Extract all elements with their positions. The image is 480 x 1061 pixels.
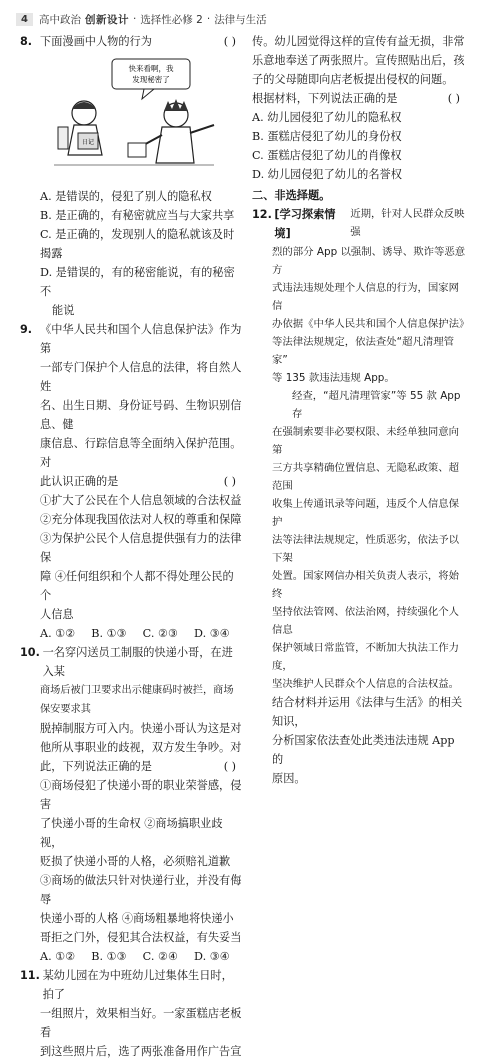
header-subject: 高中政治 [38, 13, 81, 26]
material-line: 近期，针对人民群众反映强 [350, 208, 465, 238]
stem-line: 到这些照片后，选了两张准备用作广告宣 [40, 1045, 242, 1058]
material-line: 保护领域日常监管，不断加大执法工作力度， [272, 642, 460, 672]
option-a: A. 是错误的，侵犯了别人的隐私权 [40, 190, 212, 203]
item: 了快递小哥的生命权 ②商场搞职业歧视， [40, 817, 223, 849]
option-c: C. 是正确的，发现别人的隐私就该及时揭露 [40, 228, 235, 260]
material-line: 坚决维护人民群众个人信息的合法权益。 [272, 678, 460, 690]
item: 人信息 [40, 608, 74, 621]
choice-c: C. ②④ [142, 950, 179, 963]
question-line: 结合材料并运用《法律与生活》的相关知识， [272, 696, 463, 728]
choices [20, 947, 242, 966]
answer-paren: ( ) [223, 760, 236, 773]
choice-d: D. ③④ [194, 950, 230, 963]
section-title: 二、非选择题。 [252, 189, 331, 202]
question-number: 11. [20, 969, 40, 982]
option-c: C. 蛋糕店侵犯了幼儿的肖像权 [252, 149, 402, 162]
material-line: 式违法违规处理个人信息的行为，国家网信 [272, 282, 460, 312]
stem-line: 一名穿闪送员工制服的快递小哥，在进入某 [42, 646, 233, 678]
material-line: 等 135 款违法违规 App。 [272, 372, 395, 384]
scenario-tag: [学习探索情境] [274, 208, 336, 240]
question-number: 10. [20, 646, 40, 659]
item: 贬损了快递小哥的人格，必须赔礼道歉 [40, 855, 231, 868]
stem-line: 此认识正确的是 [40, 475, 119, 488]
material-line: 等法律法规规定，依法查处“超凡清理管家” [272, 336, 455, 366]
stem-line: 脱掉制服方可入内。快递小哥认为这是对 [40, 722, 242, 735]
answer-paren: ( ) [223, 475, 236, 488]
header-book: 选择性必修 2 [140, 13, 203, 26]
stem-line: 他所从事职业的歧视，双方发生争吵。对 [40, 741, 242, 754]
header-topic: 法律与生活 [214, 13, 267, 26]
stem-line: 子的父母随即向店老板提出侵权的问题。 [252, 73, 454, 86]
option-d: D. 幼儿园侵犯了幼儿的名誉权 [252, 168, 402, 181]
stem-line: 一组照片，效果相当好。一家蛋糕店老板看 [40, 1007, 242, 1039]
item: 哥拒之门外，侵犯其合法权益，有失妥当 [40, 931, 242, 944]
question-10 [20, 643, 242, 966]
option-b: B. 蛋糕店侵犯了幼儿的身份权 [252, 130, 402, 143]
choice-a: A. ①② [40, 950, 76, 963]
stem-line: 此，下列说法正确的是 [40, 760, 152, 773]
option-b: B. 是正确的，有秘密就应当与大家共享 [40, 209, 235, 222]
item: 快递小哥的人格 ④商场粗暴地将快递小 [40, 912, 234, 925]
stem-line: 商场后被门卫要求出示健康码时被拦，商场保安要求其 [40, 685, 234, 715]
choices [20, 624, 242, 643]
item: ②充分体现我国依法对人权的尊重和保障 [40, 513, 242, 526]
item: ①商场侵犯了快递小哥的职业荣誉感，侵害 [40, 779, 242, 811]
material-line: 在强制索要非必要权限、未经单独同意向第 [272, 426, 460, 456]
speech-bubble-text: 快来看啊，我 [128, 64, 174, 73]
question-stem: 下面漫画中人物的行为 [40, 35, 152, 48]
answer-paren: ( ) [447, 92, 460, 105]
question-line: 原因。 [272, 772, 306, 785]
question-number: 12. [252, 208, 272, 221]
right-column [252, 32, 470, 788]
svg-text:发现秘密了: 发现秘密了 [132, 75, 170, 84]
material-line: 坚持依法管网、依法治网，持续强化个人信息 [272, 606, 460, 636]
material-line: 收集上传通讯录等问题，违反个人信息保护 [272, 498, 460, 528]
page-number: 4 [16, 13, 33, 26]
page-header [16, 8, 267, 30]
answer-paren: ( ) [223, 35, 236, 48]
item: ③为保护公民个人信息提供强有力的法律保 [40, 532, 242, 564]
stem-line: 传。幼儿园觉得这样的宣传有益无损，非常 [252, 35, 465, 48]
question-8 [20, 32, 242, 320]
item: ①扩大了公民在个人信息领域的合法权益 [40, 494, 242, 507]
question-9 [20, 320, 242, 643]
question-11-start [20, 966, 242, 1061]
material-line: 办依据《中华人民共和国个人信息保护法》 [272, 318, 470, 330]
question-11-cont [252, 32, 466, 184]
option-a: A. 幼儿园侵犯了幼儿的隐私权 [252, 111, 402, 124]
svg-text:日记: 日记 [81, 139, 95, 146]
option-d-cont: 能说 [52, 304, 75, 317]
stem-line: 一部专门保护个人信息的法律，将自然人姓 [40, 361, 242, 393]
choice-a: A. ①② [40, 627, 76, 640]
choice-b: B. ①③ [91, 950, 127, 963]
choice-d: D. ③④ [194, 627, 230, 640]
material-line: 法等法律法规规定，性质恶劣，依法予以下架 [272, 534, 460, 564]
question-line: 分析国家依法查处此类违法违规 App 的 [272, 734, 455, 766]
stem-line: 康信息、行踪信息等全面纳入保护范围。对 [40, 437, 242, 469]
header-brand: 创新设计 [84, 13, 129, 26]
stem-line: 某幼儿园在为中班幼儿过集体生日时，拍了 [42, 969, 233, 1001]
header-dot-2: · [206, 13, 211, 25]
material-line: 经查，“超凡清理管家”等 55 款 App 存 [292, 390, 461, 420]
cartoon-illustration [44, 55, 224, 175]
question-number: 8. [20, 35, 33, 48]
choice-b: B. ①③ [91, 627, 127, 640]
stem-line: 名、出生日期、身份证号码、生物识别信息、健 [40, 399, 242, 431]
item: ③商场的做法只针对快递行业，并没有侮辱 [40, 874, 242, 906]
question-number: 9. [20, 323, 33, 336]
stem-line: 根据材料，下列说法正确的是 [252, 92, 398, 105]
question-12 [252, 205, 470, 788]
stem-line: 乐意地奉送了两张照片。宣传照贴出后，孩 [252, 54, 465, 67]
material-line: 三方共享精确位置信息、无隐私政策、超范围 [272, 462, 460, 492]
stem-line: 《中华人民共和国个人信息保护法》作为第 [40, 323, 242, 355]
material-line: 处置。国家网信办相关负责人表示，将始终 [272, 570, 460, 600]
material-line: 烈的部分 App 以强制、诱导、欺诈等恶意方 [272, 246, 466, 276]
item: 障 ④任何组织和个人都不得处理公民的个 [40, 570, 234, 602]
header-dot-1: · [132, 13, 137, 25]
option-d: D. 是错误的，有的秘密能说，有的秘密不 [40, 266, 235, 298]
choice-c: C. ②③ [142, 627, 179, 640]
left-column [20, 32, 242, 1061]
